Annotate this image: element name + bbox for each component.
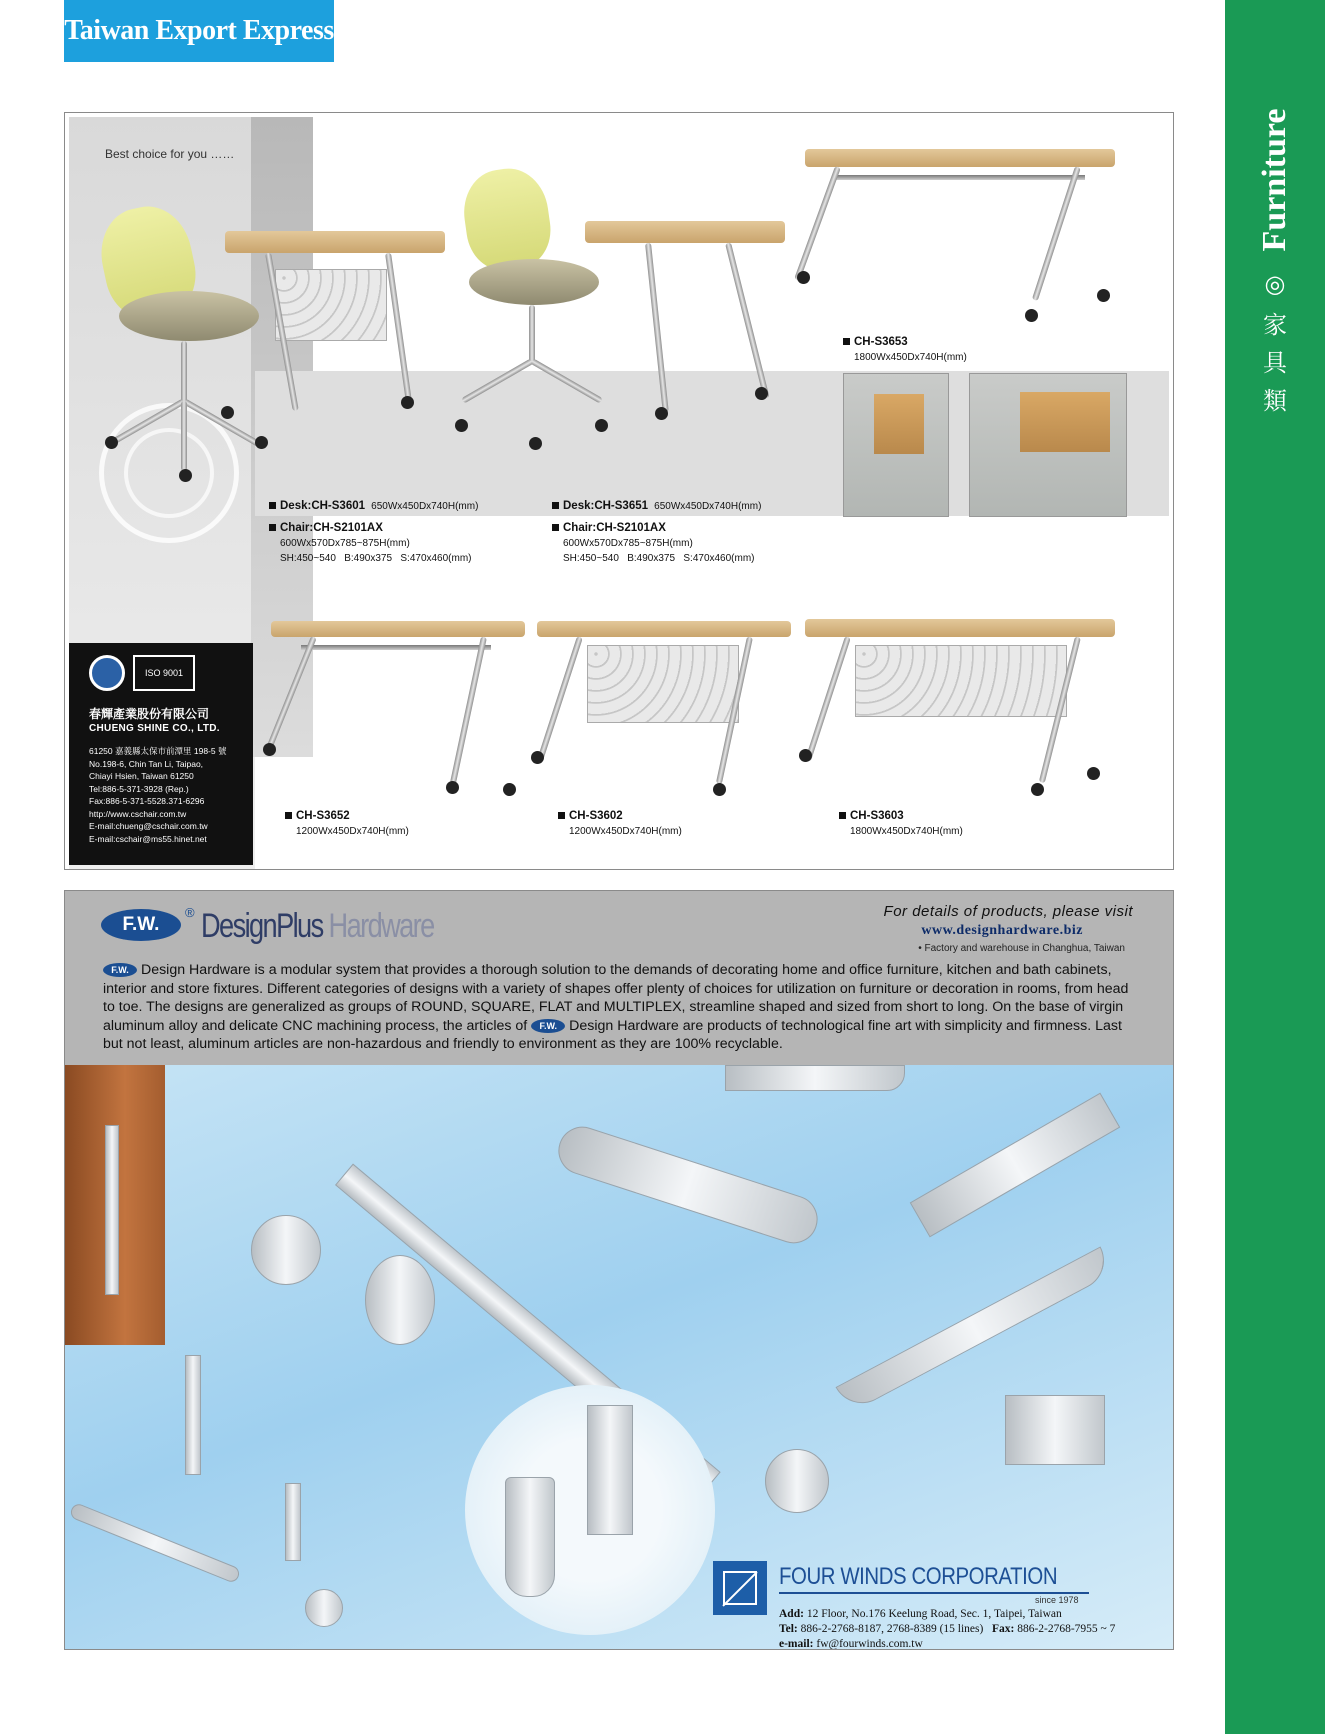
caster-icon [446,781,459,794]
caster-icon [221,406,234,419]
table-leg [1032,166,1081,301]
folded-chairs-photo [843,373,949,517]
fw-design-hardware-ad [64,890,1174,1650]
modesty-panel [275,269,387,341]
corp-since: since 1978 [1035,1595,1079,1605]
caster-plate-icon [365,1255,435,1345]
desk-s3651-image [585,221,795,441]
round-knob-icon [765,1449,829,1513]
ad-description: F.W. Design Hardware is a modular system that provides a thorough solution to the demands of decorating home and office furniture, kitchen and bath cabinets, interior and store fixtures. Different categories of designs with a variety of shapes offer plenty of choices for utilization on furniture or decoration in rooms, from head to toe. The designs are generalized as groups of ROUND, SQUARE, FLAT and MULTIPLEX, streamline shaped and sized from short to long. On the base of virgin aluminum alloy and delicate CNC machining process, the articles of F.W. Design Hardware are products of technological fine art with simplicity and firmness. Last but not least, aluminum articles are non-hazardous and friendly to environment as they are 100% recyclable. [103,962,1129,1052]
chueng-shine-ad [64,112,1174,870]
magazine-title: Taiwan Export Express [64,0,334,62]
table-s3603-image [805,619,1125,819]
caster-icon [755,387,768,400]
address-line: E-mail:cschair@ms55.hinet.net [89,833,207,844]
caster-icon [799,749,812,762]
table-leg [537,636,583,761]
table-leg [450,636,487,784]
ad-header-band [65,891,1173,1065]
ball-knob-icon [305,1589,343,1627]
product-label-chair-a: Chair:CH-S2101AX 600Wx570Dx785~875H(mm) SH:450~540 B:490x375 S:470x460(mm) [269,521,472,566]
table-leg [805,636,851,761]
caster-icon [455,419,468,432]
rail [835,175,1085,180]
table-top [805,619,1115,637]
chair-column [529,305,535,365]
caster-icon [655,407,668,420]
corp-name: FOUR WINDS CORPORATION [779,1563,1058,1590]
modesty-panel [855,645,1067,717]
bullet-icon [552,502,559,509]
address-line: No.198-6, Chin Tan Li, Taipao, [89,758,204,769]
four-winds-logo-icon [713,1561,767,1615]
door-handle-icon [105,1125,119,1295]
caster-icon [1025,309,1038,322]
category-label-en [1225,100,1325,260]
fw-mini-logo-icon: F.W. [103,963,137,977]
registered-mark: ® [185,905,195,920]
brand-name: DesignPlus Hardware [201,907,434,945]
category-strip [1225,0,1325,1734]
rail-rod-icon [69,1502,242,1584]
desk-leg [645,243,669,413]
shelf-bracket-icon [1005,1395,1105,1465]
profile-handle-icon [910,1093,1121,1238]
caster-icon [105,436,118,449]
bullet-icon [552,524,559,531]
four-winds-block [713,1559,1153,1650]
corp-contact: Add: 12 Floor, No.176 Keelung Road, Sec. 1, Taipei, Taiwan Tel: 886-2-2768-8187, 2768-8389 (15 lines) Fax: 886-2-2768-7955 ~ 7 e-mail: fw@fourwinds.com.tw [779,1608,1116,1650]
category-zh-char: 類 [1263,387,1287,415]
table-leg [794,166,841,281]
chair-column [181,341,187,405]
bullet-icon [269,524,276,531]
caster-icon [401,396,414,409]
stacked-chairs-photo [969,373,1127,517]
modesty-panel [587,645,739,723]
chair-base [181,401,187,471]
visit-note: For details of products, please visit [883,903,1133,920]
bullet-icon [843,338,850,345]
caster-icon [1097,289,1110,302]
caster-icon [179,469,192,482]
company-address [89,745,226,845]
website-link[interactable]: www.designhardware.biz [921,923,1083,938]
fw-mini-logo-icon: F.W. [531,1019,565,1033]
address-line: Fax:886-5-371-5528.371-6296 [89,796,205,806]
category-label-zh [1225,306,1325,420]
address-line: http://www.cschair.com.tw [89,808,187,819]
fw-logo-icon: F.W. [101,909,181,941]
hook-small-icon [285,1483,301,1561]
address-line: E-mail:chueng@cschair.com.tw [89,821,208,831]
company-name-zh: 春輝產業股份有限公司 [89,707,210,721]
caster-icon [263,743,276,756]
desk-top [585,221,785,243]
caster-icon [1031,783,1044,796]
caster-wheel-icon [251,1215,321,1285]
desk-leg [725,242,770,399]
hook-icon [185,1355,201,1475]
table-s3602-image [537,621,797,821]
tagline: Best choice for you …… [105,147,235,161]
bullet-icon [839,812,846,819]
table-top [537,621,791,637]
address-line: Tel:886-5-371-3928 (Rep.) [89,783,189,794]
logos [89,655,195,691]
caster-icon [531,751,544,764]
iso-badge: ISO 9001 [133,655,195,691]
bullseye-icon: ◎ [1264,271,1286,298]
desk-s3601-image [225,231,455,451]
chair-base [461,358,533,403]
address-line: Chiayi Hsien, Taiwan 61250 [89,771,194,781]
factory-note: • Factory and warehouse in Changhua, Taiwan [918,943,1125,954]
category-text: Furniture [1256,108,1293,252]
bullet-icon [269,502,276,509]
product-label-s3651: Desk:CH-S3651 650Wx450Dx740H(mm) [552,499,761,514]
caster-icon [503,783,516,796]
category-zh-char: 具 [1263,349,1287,377]
bar-handle-icon [725,1065,905,1091]
address-line: 61250 嘉義縣太保市前潭里 198-5 號 [89,746,227,756]
corp-underline [779,1592,1089,1594]
product-label-s3652: CH-S3652 1200Wx450Dx740H(mm) [285,809,409,839]
product-label-s3602: CH-S3602 1200Wx450Dx740H(mm) [558,809,682,839]
product-label-s3601: Desk:CH-S3601 650Wx450Dx740H(mm) [269,499,478,514]
company-name-en: CHUENG SHINE CO., LTD. [89,723,220,734]
hardware-photo [65,1065,1173,1649]
company-logo-icon [89,655,125,691]
table-leg [266,636,317,750]
email-link[interactable]: fw@fourwinds.com.tw [816,1638,923,1650]
chair-seat [469,259,599,305]
chair-back [458,164,555,275]
desk-top [225,231,445,253]
bullet-icon [558,812,565,819]
caster-icon [713,783,726,796]
curved-handle-icon [836,1246,1115,1413]
desk-leg [385,253,412,402]
rail [301,645,491,650]
product-label-s3653: CH-S3653 1800Wx450Dx740H(mm) [843,335,967,365]
table-top [805,149,1115,167]
caster-icon [797,271,810,284]
caster-icon [529,437,542,450]
table-s3653-image [805,149,1125,339]
table-s3652-image [271,621,531,821]
product-label-s3603: CH-S3603 1800Wx450Dx740H(mm) [839,809,963,839]
bullet-icon [285,812,292,819]
square-leg-icon [587,1405,633,1535]
round-leg-icon [505,1477,555,1597]
caster-icon [1087,767,1100,780]
arched-handle-icon [552,1120,824,1249]
category-zh-char: 家 [1263,311,1287,339]
company-info [69,643,253,865]
table-top [271,621,525,637]
product-label-chair-b: Chair:CH-S2101AX 600Wx570Dx785~875H(mm) SH:450~540 B:490x375 S:470x460(mm) [552,521,755,566]
